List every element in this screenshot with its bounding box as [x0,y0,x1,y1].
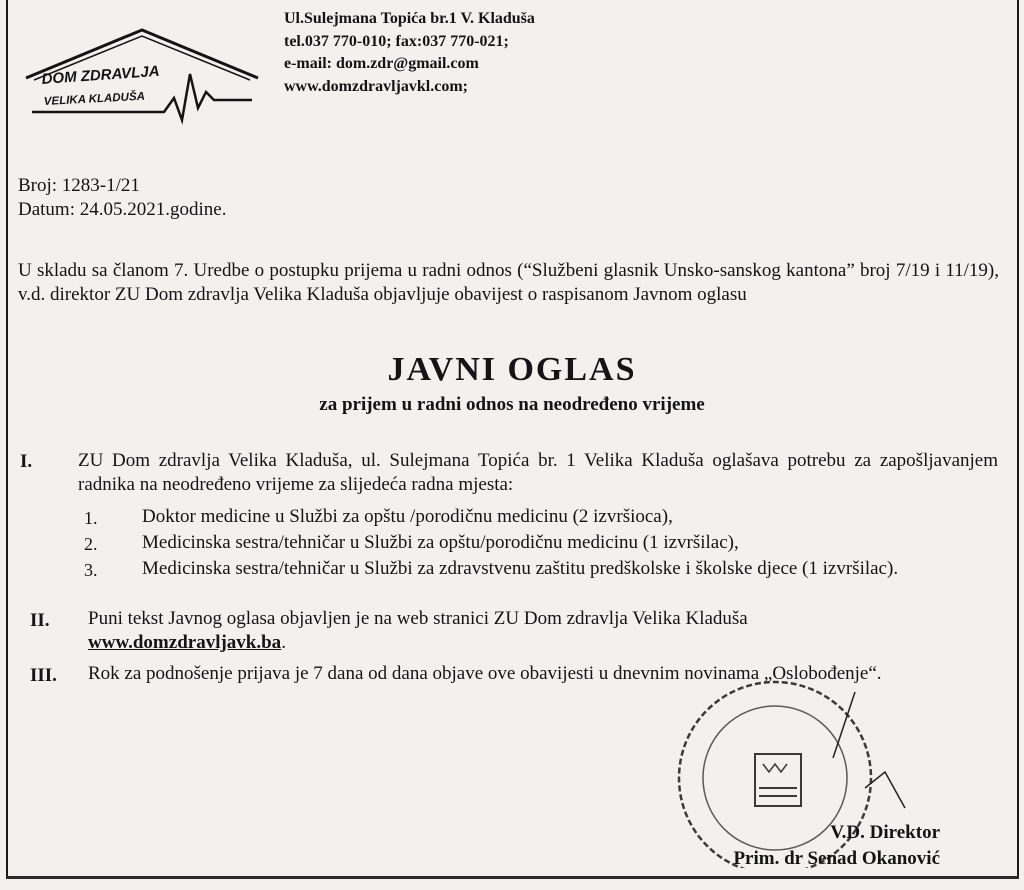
signature-role: V.D. Direktor [830,822,940,843]
reference-block [18,174,226,222]
logo-text-line1: DOM ZDRAVLJA [41,62,161,88]
section-one-number: I. [20,451,33,472]
item-number-1: 1. [84,508,98,528]
item-text-1: Doktor medicine u Službi za opštu /porodičnu medicinu (2 izvršioca), [142,506,673,527]
announcement-title: JAVNI OGLAS [387,351,637,388]
signature-block [640,820,940,872]
phone-line: tel.037 770-010; fax:037 770-021; [284,32,509,50]
item-number-2: 2. [84,534,98,554]
left-border-line [6,0,8,876]
reference-date: Datum: 24.05.2021.godine. [18,199,227,220]
intro-paragraph: U skladu sa članom 7. Uredbe o postupku prijema u radni odnos (“Službeni glasnik Unsko-sanskog kantona” broj 7/19 i 11/19), v.d. direktor ZU Dom zdravlja Velika Kladuša objavljuje obavijest o raspisanom Javnom oglasu [18,260,999,305]
website-line: www.domzdravljavkl.com; [284,77,468,95]
section-two-number: II. [30,610,50,631]
section-three-number: III. [30,665,57,686]
section-three-text: Rok za podnošenje prijava je 7 dana od dana objave ove obavijesti u dnevnim novinama „Oslobođenje“. [88,663,882,684]
website-link[interactable]: www.domzdravljavk.ba [88,632,282,653]
right-border-line [1017,0,1019,876]
dom-zdravlja-logo [14,8,272,126]
reference-number: Broj: 1283-1/21 [18,175,140,196]
announcement-subtitle: za prijem u radni odnos na neodređeno vrijeme [319,394,705,415]
item-text-3: Medicinska sestra/tehničar u Službi za zdravstvenu zaštitu predškolske i školske djece (1 izvršilac). [142,558,899,579]
logo-text-line2: VELIKA KLADUŠA [43,90,146,108]
section-two-body: Puni tekst Javnog oglasa objavljen je na web stranici ZU Dom zdravlja Velika Kladuša [88,608,748,629]
item-number-3: 3. [84,560,98,580]
section-two-text [88,607,1000,655]
section-two-end: . [281,632,286,653]
address-line: Ul.Sulejmana Topića br.1 V. Kladuša [284,10,535,27]
email-line: e-mail: dom.zdr@gmail.com [284,55,479,72]
signature-name: Prim. dr Senad Okanović [733,848,940,869]
contact-header [284,8,535,98]
section-one-text: ZU Dom zdravlja Velika Kladuša, ul. Sulejmana Topića br. 1 Velika Kladuša oglašava potrebu za zapošljavanjem radnika na neodređeno vrijeme za slijedeća radna mjesta: [78,450,998,495]
bottom-border-line [6,876,1019,879]
item-text-2: Medicinska sestra/tehničar u Službi za opštu/porodičnu medicinu (1 izvršilac), [142,532,739,553]
